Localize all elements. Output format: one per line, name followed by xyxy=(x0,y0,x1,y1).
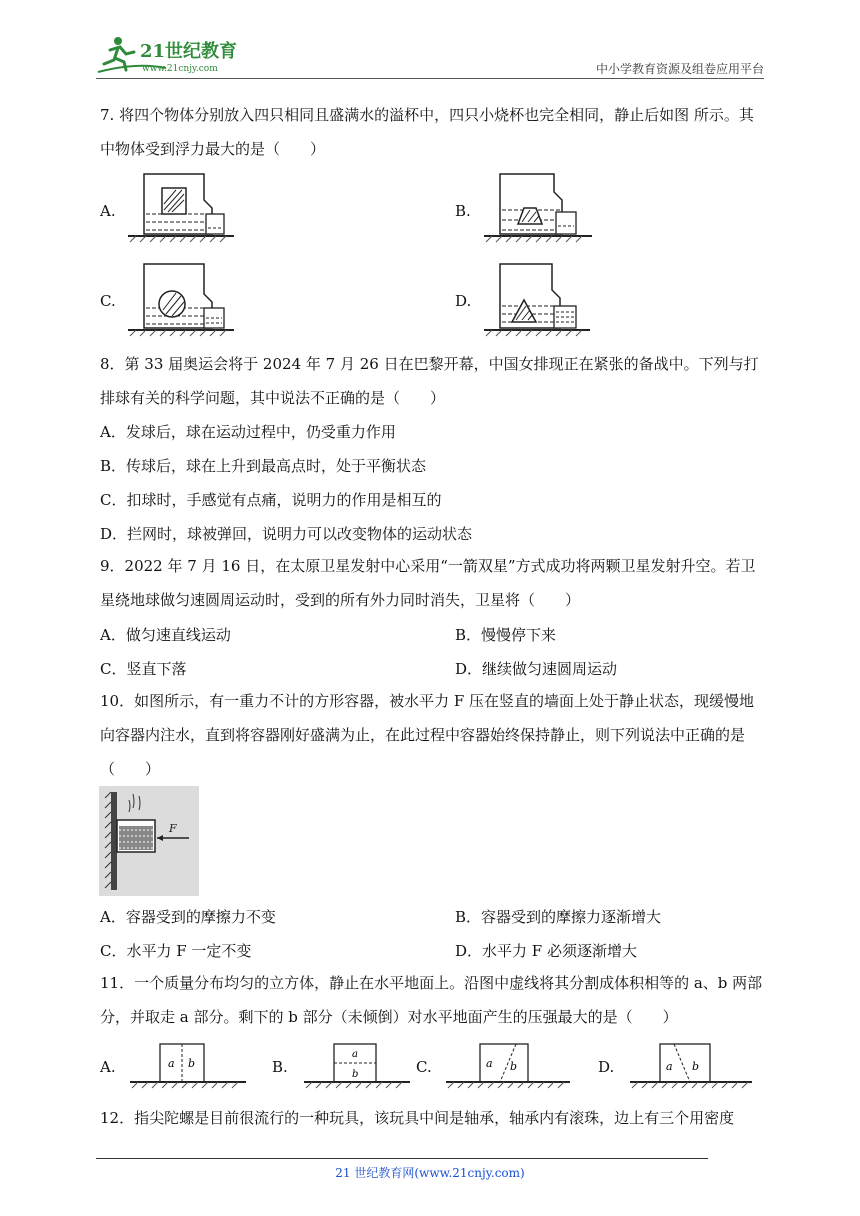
q11-option-b-label: B. xyxy=(272,1058,288,1076)
question-10-text: 10．如图所示，有一重力不计的方形容器，被水平力 F 压在竖直的墙面上处于静止状态，现缓慢地向容器内注水，直到将容器刚好盛满为止，在此过程中容器始终保持静止，则下列说法中正确的是（ ） xyxy=(100,692,755,778)
part-b-label: b xyxy=(188,1057,196,1070)
part-b-label: b xyxy=(510,1060,518,1073)
footer-divider xyxy=(96,1158,708,1159)
question-11-text: 11．一个质量分布均匀的立方体，静止在水平地面上。沿图中虚线将其分割成体积相等的 a、b 两部分，并取走 a 部分。剩下的 b 部分（未倾倒）对水平地面产生的压强最大的是（ ） xyxy=(100,974,763,1026)
q7-figure-d xyxy=(482,260,592,342)
q7-option-c-label: C. xyxy=(100,292,116,310)
q7-figure-b xyxy=(482,170,594,250)
logo xyxy=(96,32,266,76)
q10-option-b: B．容器受到的摩擦力逐渐增大 xyxy=(455,908,662,926)
question-9-text: 9．2022 年 7 月 16 日，在太原卫星发射中心采用“一箭双星”方式成功将两颗卫星发射升空。若卫星绕地球做匀速圆周运动时，受到的所有外力同时消失，卫星将（ ） xyxy=(100,557,756,609)
header-divider xyxy=(96,78,764,79)
q11-figure-c xyxy=(444,1040,572,1092)
q11-figure-a xyxy=(128,1040,248,1092)
q10-force-label: F xyxy=(169,822,177,835)
q10-option-a: A．容器受到的摩擦力不变 xyxy=(100,908,276,926)
q10-option-d: D．水平力 F 必须逐渐增大 xyxy=(455,942,637,960)
q11-option-a-label: A. xyxy=(100,1058,116,1076)
q9-option-c: C．竖直下落 xyxy=(100,660,187,678)
q11-figure-d xyxy=(628,1040,754,1092)
part-a-label: a xyxy=(666,1060,673,1073)
question-12-text: 12．指尖陀螺是目前很流行的一种玩具，该玩具中间是轴承，轴承内有滚珠，边上有三个用密度 xyxy=(100,1109,735,1127)
q7-option-d-label: D. xyxy=(455,292,472,310)
header-platform-text: 中小学教育资源及组卷应用平台 xyxy=(595,62,764,76)
part-b-label: b xyxy=(692,1060,700,1073)
part-a-label: a xyxy=(352,1049,358,1060)
part-b-label: b xyxy=(352,1069,359,1080)
question-8-text: 8．第 33 届奥运会将于 2024 年 7 月 26 日在巴黎开幕，中国女排现正在紧张的备战中。下列与打排球有关的科学问题，其中说法不正确的是（ ） xyxy=(100,355,759,407)
part-a-label: a xyxy=(486,1057,493,1070)
question-7-text: 7. 将四个物体分别放入四只相同且盛满水的溢杯中，四只小烧杯也完全相同，静止后如图 所示。其中物体受到浮力最大的是（ ） xyxy=(100,106,754,158)
q8-option-c: C．扣球时，手感觉有点痛，说明力的作用是相互的 xyxy=(100,491,442,509)
q9-option-a: A．做匀速直线运动 xyxy=(100,626,231,644)
logo-url: www.21cnjy.com xyxy=(142,64,218,74)
q8-option-b: B．传球后，球在上升到最高点时，处于平衡状态 xyxy=(100,457,427,475)
q7-option-a-label: A. xyxy=(100,202,116,220)
q11-option-d-label: D. xyxy=(598,1058,615,1076)
page-header xyxy=(96,28,764,80)
logo-text: 21世纪教育 xyxy=(140,41,238,62)
q8-option-d: D．拦网时，球被弹回，说明力可以改变物体的运动状态 xyxy=(100,525,473,543)
q11-option-c-label: C. xyxy=(416,1058,432,1076)
q10-figure-container-on-wall xyxy=(99,786,199,896)
q9-option-d: D．继续做匀速圆周运动 xyxy=(455,660,618,678)
footer-link[interactable]: 21 世纪教育网(www.21cnjy.com) xyxy=(335,1166,525,1180)
q11-figure-b xyxy=(302,1040,412,1092)
q9-option-b: B．慢慢停下来 xyxy=(455,626,557,644)
q7-figure-c xyxy=(126,260,236,342)
q7-figure-a xyxy=(126,170,236,250)
q10-option-c: C．水平力 F 一定不变 xyxy=(100,942,252,960)
q7-option-b-label: B. xyxy=(455,202,471,220)
part-a-label: a xyxy=(168,1057,175,1070)
q8-option-a: A．发球后，球在运动过程中，仍受重力作用 xyxy=(100,423,396,441)
